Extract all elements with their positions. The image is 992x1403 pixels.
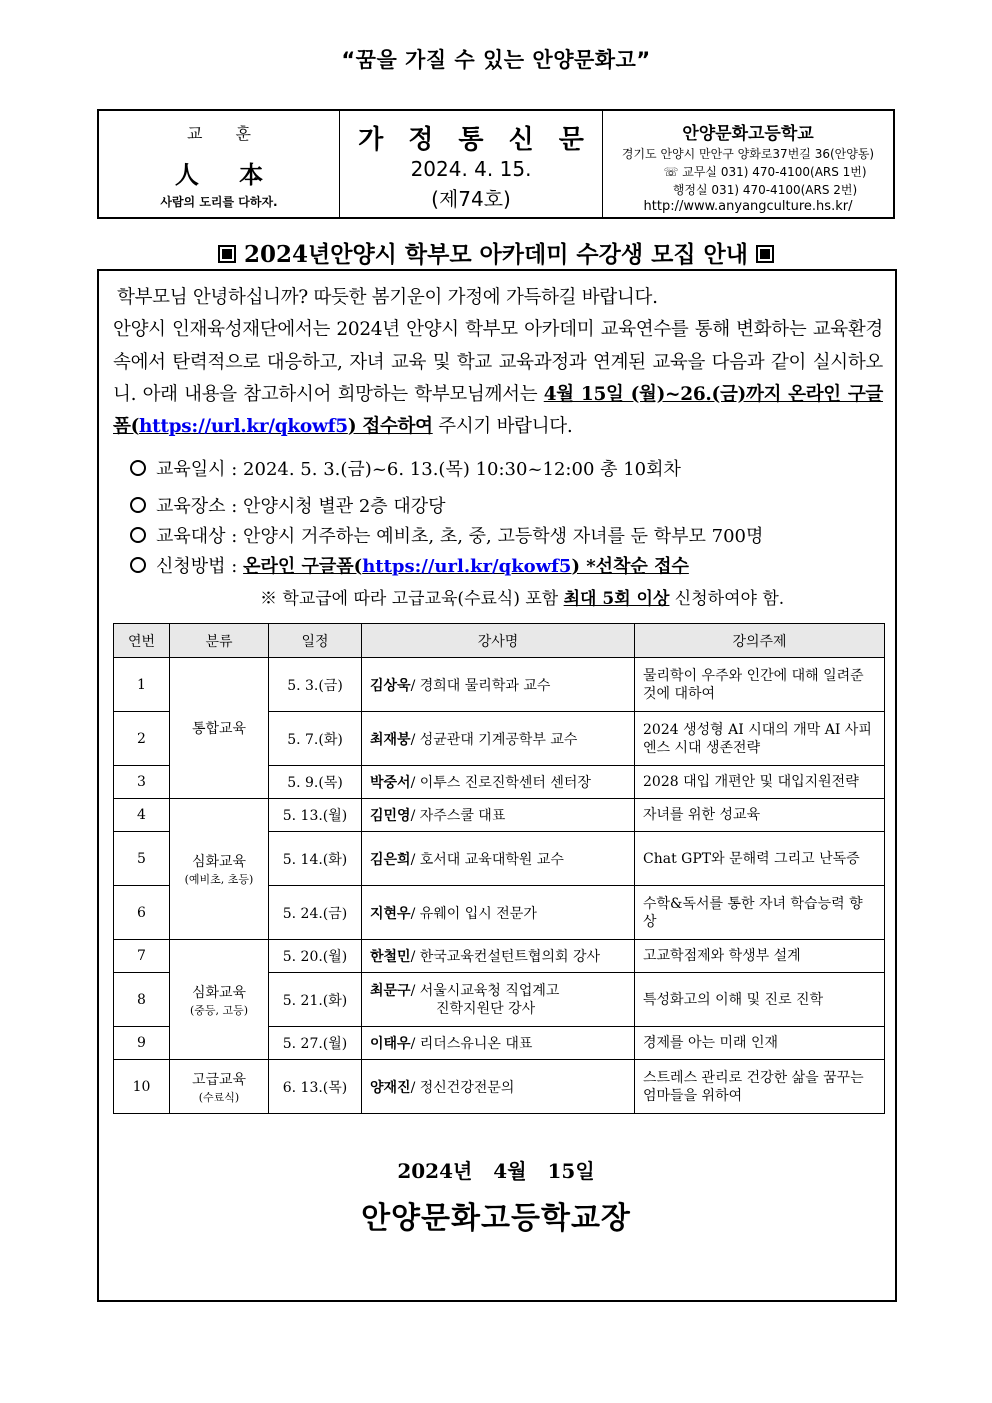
detail-note: ※ 학교급에 따라 고급교육(수료식) 포함 최대 5회 이상 신청하여야 함. (260, 589, 785, 609)
category-cell: 심화교육 (중등, 고등) (170, 940, 269, 1060)
row-topic: 자녀를 위한 성교육 (635, 799, 885, 832)
row-topic: 경제를 아는 미래 인재 (635, 1027, 885, 1060)
square-bullet-icon (756, 245, 774, 263)
row-no: 8 (114, 973, 170, 1027)
greeting-line: 학부모님 안녕하십니까? 따듯한 봄기운이 가정에 가득하길 바랍니다. (117, 287, 658, 308)
table-row (114, 1060, 885, 1114)
row-date: 5. 3.(금) (269, 658, 362, 712)
row-date: 5. 20.(월) (269, 940, 362, 973)
row-date: 5. 24.(금) (269, 886, 362, 940)
row-lecturer: 양재진/ 정신건강전문의 (362, 1060, 635, 1114)
row-lecturer: 이태우/ 리더스유니온 대표 (362, 1027, 635, 1060)
row-lecturer: 박중서/ 이투스 진로진학센터 센터장 (362, 766, 635, 799)
row-topic: 특성화고의 이해 및 진로 진학 (635, 973, 885, 1027)
school-name: 안양문화고등학교 (682, 124, 814, 144)
row-lecturer: 지현우/ 유웨이 입시 전문가 (362, 886, 635, 940)
row-no: 7 (114, 940, 170, 973)
signature-name: 안양문화고등학교장 (361, 1201, 631, 1236)
school-motto-cell (99, 111, 340, 217)
school-motto-subtitle: 사람의 도리를 다하자. (160, 195, 278, 209)
row-lecturer: 최문구/ 서울시교육청 직업계고 진학지원단 강사 (362, 973, 635, 1027)
category-cell: 통합교육 (170, 658, 269, 799)
col-header-topic: 강의주제 (635, 624, 885, 658)
intro-body (113, 314, 883, 443)
school-motto: 人 本 (174, 160, 280, 189)
school-address: 경기도 안양시 만안구 양화로37번길 36(안양동) (621, 147, 875, 161)
detail-target: 교육대상 : 안양시 거주하는 예비초, 초, 중, 고등학생 자녀를 둔 학부모 700명 (130, 522, 763, 548)
row-lecturer: 김상욱/ 경희대 물리학과 교수 (362, 658, 635, 712)
category-cell: 고급교육 (수료식) (170, 1060, 269, 1114)
row-lecturer: 한철민/ 한국교육컨설턴트협의회 강사 (362, 940, 635, 973)
table-header-row (114, 624, 885, 658)
detail-method: 신청방법 : 온라인 구글폼(https://url.kr/qkowf5) *선착순 접수 (130, 552, 689, 578)
row-date: 5. 9.(목) (269, 766, 362, 799)
row-date: 5. 13.(월) (269, 799, 362, 832)
row-topic: 고교학점제와 학생부 설계 (635, 940, 885, 973)
signature-date: 2024년 4월 15일 (397, 1159, 595, 1183)
row-no: 10 (114, 1060, 170, 1114)
col-header-lecturer: 강사명 (362, 624, 635, 658)
note-emphasis: 최대 5회 이상 (563, 589, 670, 609)
google-form-link[interactable]: https://url.kr/qkowf5 (139, 416, 348, 438)
document-date: 2024. 4. 15. (410, 157, 532, 181)
col-header-no: 연번 (114, 624, 170, 658)
category-cell: 심화교육 (예비초, 초등) (170, 799, 269, 940)
row-topic: 2024 생성형 AI 시대의 개막 AI 사피엔스 시대 생존전략 (635, 712, 885, 766)
row-date: 5. 14.(화) (269, 832, 362, 886)
method-text: 온라인 구글폼(https://url.kr/qkowf5) *선착순 접수 (243, 556, 689, 577)
schedule-table (113, 623, 885, 1114)
col-header-date: 일정 (269, 624, 362, 658)
row-no: 4 (114, 799, 170, 832)
row-no: 2 (114, 712, 170, 766)
row-topic: 물리학이 우주와 인간에 대해 일려준 것에 대하여 (635, 658, 885, 712)
row-date: 5. 7.(화) (269, 712, 362, 766)
school-slogan: “꿈을 가질 수 있는 안양문화고” (341, 48, 651, 72)
row-no: 6 (114, 886, 170, 940)
table-row (114, 940, 885, 973)
row-no: 9 (114, 1027, 170, 1060)
row-lecturer: 최재붕/ 성균관대 기계공학부 교수 (362, 712, 635, 766)
intro-paragraph (113, 282, 883, 443)
circle-bullet-icon (130, 497, 146, 513)
table-row (114, 799, 885, 832)
document-title: 가 정 통 신 문 (358, 125, 592, 155)
row-date: 5. 27.(월) (269, 1027, 362, 1060)
school-info-cell (603, 111, 893, 217)
circle-bullet-icon (130, 527, 146, 543)
row-topic: Chat GPT와 문해력 그리고 난독증 (635, 832, 885, 886)
school-website[interactable]: http://www.anyangculture.hs.kr/ (643, 199, 853, 214)
row-no: 3 (114, 766, 170, 799)
row-topic: 수학&독서를 통한 자녀 학습능력 향상 (635, 886, 885, 940)
row-topic: 스트레스 관리로 건강한 삶을 꿈꾸는 엄마들을 위하여 (635, 1060, 885, 1114)
row-date: 6. 13.(목) (269, 1060, 362, 1114)
circle-bullet-icon (130, 460, 146, 476)
intro-closing: 주시기 바랍니다. (432, 416, 573, 438)
school-phone-office: ☏ 교무실 031) 470-4100(ARS 1번) (663, 165, 867, 179)
letter-header (97, 109, 895, 219)
notice-title-text: 2024년안양시 학부모 아카데미 수강생 모집 안내 (244, 241, 748, 268)
intro-body-text: 안양시 인재육성재단에서는 2024년 안양시 학부모 아카데미 교육연수를 통해 변화하는 교육환경 속에서 탄력적으로 대응하고, 자녀 교육 및 학교 교육과정과 연계된 교육을 다음과 같이 실시하오니. 아래 내용을 참고하시어 희망하는 학부모님께서는 (113, 319, 883, 405)
row-lecturer: 김민영/ 자주스쿨 대표 (362, 799, 635, 832)
row-no: 5 (114, 832, 170, 886)
document-number: (제74호) (431, 187, 511, 211)
square-bullet-icon (218, 245, 236, 263)
deadline-text: 4월 15일 (월)~26.(금)까지 온라인 구글폼(https://url.kr/qkowf5) 접수하여 (113, 383, 883, 438)
circle-bullet-icon (130, 557, 146, 573)
school-motto-label: 교 훈 (187, 124, 265, 143)
school-phone-admin: 행정실 031) 470-4100(ARS 2번) (672, 183, 858, 197)
row-lecturer: 김은희/ 호서대 교육대학원 교수 (362, 832, 635, 886)
row-no: 1 (114, 658, 170, 712)
detail-date: 교육일시 : 2024. 5. 3.(금)~6. 13.(목) 10:30~12:00 총 10회차 (130, 455, 681, 481)
row-topic: 2028 대입 개편안 및 대입지원전략 (635, 766, 885, 799)
table-row (114, 658, 885, 712)
notice-title (97, 236, 895, 269)
detail-place: 교육장소 : 안양시청 별관 2층 대강당 (130, 492, 446, 518)
row-date: 5. 21.(화) (269, 973, 362, 1027)
col-header-category: 분류 (170, 624, 269, 658)
google-form-link-2[interactable]: https://url.kr/qkowf5 (362, 556, 572, 577)
document-info-cell (340, 111, 603, 217)
